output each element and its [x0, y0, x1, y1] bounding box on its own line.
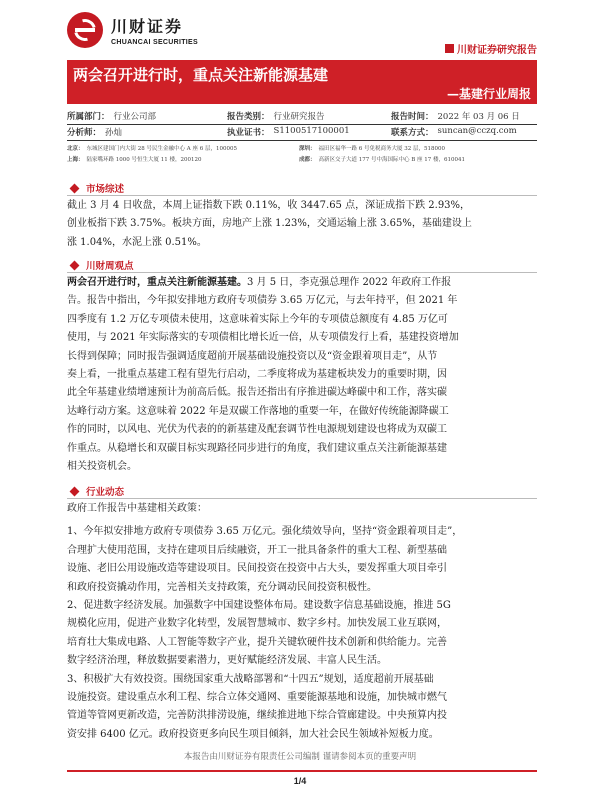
meta-value: S1100517100001	[273, 126, 350, 136]
text-line: 2、促进数字经济发展。加强数字中国建设整体布局。建设数字信息基础设施，推进 5G	[67, 600, 451, 612]
meta-value: 2022 年 03 月 06 日	[437, 112, 520, 122]
section-heading-industry	[67, 484, 124, 498]
text-line: 政府工作报告中基建相关政策：	[67, 503, 207, 514]
diamond-bullet-icon	[70, 260, 80, 270]
text-line: 设施投资。建设重点水利工程、综合立体交通网、重要能源基地和设施，加快城市燃气	[67, 692, 447, 704]
address-text: 高新区交子大道 177 号中海国际中心 B 座 17 楼，610041	[318, 157, 466, 163]
text-line: 截止 3 月 4 日收盘，本周上证指数下跌 0.11%，收 3447.65 点，深证成指下跌 2.93%，	[67, 200, 471, 211]
section-rule	[67, 498, 537, 499]
company-logo	[67, 12, 198, 48]
meta-value: 孙灿	[105, 128, 123, 138]
section-rule	[67, 195, 537, 196]
meta-key: 报告类别：	[227, 112, 270, 122]
text-line: 作的同时，以风电、光伏为代表的的新基建及配套调节性电源规划建设也将成为双碳工	[67, 424, 447, 436]
text-line: 资安排 6400 亿元。政府投资更多向民生项目倾斜，加大社会民生领域补短板力度。	[67, 728, 439, 740]
text-line: 相关投资机会。	[67, 461, 137, 473]
text-line: 创业板指下跌 3.75%。板块方面，房地产上涨 1.23%，交通运输上涨 3.65%，基础建设上	[67, 218, 472, 230]
report-subtitle: —基建行业周报	[446, 87, 531, 101]
text-line: 1、今年拟安排地方政府专项债券 3.65 万亿元。强化绩效导向，坚持“资金跟着项目走”，	[67, 526, 463, 538]
office-addresses	[67, 144, 537, 166]
address-text: 陆家嘴环路 1000 号恒生大厦 11 楼，200120	[86, 157, 202, 163]
address-text: 东城区建国门内大街 28 号民生金融中心 A 座 6 层，100005	[86, 146, 237, 152]
section-title: 市场综述	[86, 184, 125, 195]
text-line: 设施、老旧公用设施改造等建设项目。民间投资在投资中占大头，要发挥重大项目牵引	[67, 563, 447, 575]
meta-divider	[67, 124, 537, 125]
meta-key: 报告时间：	[391, 112, 434, 122]
title-banner	[67, 60, 537, 104]
address-city: 北京：	[67, 146, 84, 152]
report-type-badge	[445, 41, 537, 56]
footer-disclaimer: 本报告由川财证券有限责任公司编制 谨请参阅本页的重要声明	[183, 752, 417, 762]
text-line: 作重点。从稳增长和双碳目标实现路径同步进行的角度，我们建议重点关注新能源基建	[67, 442, 447, 454]
diamond-bullet-icon	[70, 183, 80, 193]
weekly-view-paragraph	[67, 274, 537, 476]
view-lead: 两会召开进行时，重点关注新能源基建。	[67, 277, 247, 288]
contact-email[interactable]: suncan@cczq.com	[437, 126, 517, 136]
page-number: 1/4	[293, 776, 307, 786]
section-title: 行业动态	[86, 487, 125, 498]
footer-rule	[67, 770, 537, 772]
meta-key: 执业证书：	[227, 128, 270, 138]
badge-label: 川财证券研究报告	[457, 45, 537, 56]
address-text: 福田区福华一路 6 号免税商务大厦 32 层，518000	[318, 146, 446, 152]
meta-key: 分析师：	[67, 128, 102, 138]
text-line: 3、积极扩大有效投资。围绕国家重大战略部署和“十四五”规划，适度超前开展基础	[67, 673, 434, 685]
section-rule	[67, 272, 537, 273]
meta-key: 联系方式：	[391, 128, 434, 138]
text-line: 四季度有 1.2 万亿专项债未使用，这意味着实际上今年的专项债总额度有 4.85 万亿可	[67, 313, 448, 325]
text-line: 管道等管网更新改造，完善防洪排涝设施，继续推进地下综合管廊建设。中央预算内投	[67, 710, 447, 722]
text-line: 此全年基建业绩增速预计为前高后低。报告还指出有序推进碳达峰碳中和工作，落实碳	[67, 387, 447, 399]
text-line: 长得到保障；同时报告强调适度超前开展基础设施投资以及“资金跟着项目走”，从节	[67, 350, 438, 362]
text-line: 3 月 5 日，李克强总理作 2022 年政府工作报	[247, 277, 452, 288]
address-city: 成都：	[299, 157, 316, 163]
text-line: 涨 1.04%，水泥上涨 0.51%。	[67, 236, 207, 248]
address-city: 深圳：	[299, 146, 316, 152]
industry-news-paragraph	[67, 500, 537, 744]
meta-value: 行业公司部	[113, 112, 157, 122]
address-city: 上海：	[67, 157, 84, 163]
logo-name-en: CHUANCAI SECURITIES	[111, 39, 198, 46]
text-line: 告。报告中指出，今年拟安排地方政府专项债券 3.65 万亿元，与去年持平，但 2021 年	[67, 295, 458, 307]
diamond-bullet-icon	[70, 486, 80, 496]
logo-emblem-icon	[67, 12, 103, 48]
market-summary-paragraph	[67, 197, 537, 252]
text-line: 培育壮大集成电路、人工智能等数字产业，提升关键软硬件技术创新和供给能力。完善	[67, 636, 447, 648]
section-heading-market	[67, 181, 124, 195]
section-title: 川财周观点	[86, 261, 134, 272]
meta-row	[67, 124, 537, 140]
meta-value: 行业研究报告	[273, 112, 325, 122]
text-line: 使用，与 2021 年实际落实的专项债相比增长近一倍，从专项债发行上看，基建投资增加	[67, 332, 459, 344]
badge-square-icon	[445, 44, 454, 53]
meta-key: 所属部门：	[67, 112, 110, 122]
section-heading-view	[67, 258, 134, 272]
logo-name-cn: 川财证券	[111, 17, 184, 36]
meta-divider	[67, 140, 537, 141]
report-header	[67, 12, 537, 62]
meta-row	[67, 108, 537, 124]
report-title: 两会召开进行时，重点关注新能源基建	[73, 66, 329, 84]
text-line: 达峰行动方案。这意味着 2022 年是双碳工作落地的重要一年，在做好传统能源降碳工	[67, 405, 449, 417]
text-line: 奏上看，一批重点基建工程有望先行启动，二季度将成为基建板块发力的重要时期，因	[67, 369, 447, 381]
text-line: 合理扩大使用范围，支持在建项目后续融资，开工一批具备条件的重大工程、新型基础	[67, 544, 447, 556]
text-line: 规模化应用，促进产业数字化转型，发展智慧城市、数字乡村。加快发展工业互联网，	[67, 618, 447, 630]
text-line: 数字经济治理，释放数据要素潜力，更好赋能经济发展、丰富人民生活。	[67, 655, 387, 667]
text-line: 和政府投资撬动作用，完善相关支持政策，充分调动民间投资积极性。	[67, 581, 377, 593]
report-meta	[67, 108, 537, 140]
